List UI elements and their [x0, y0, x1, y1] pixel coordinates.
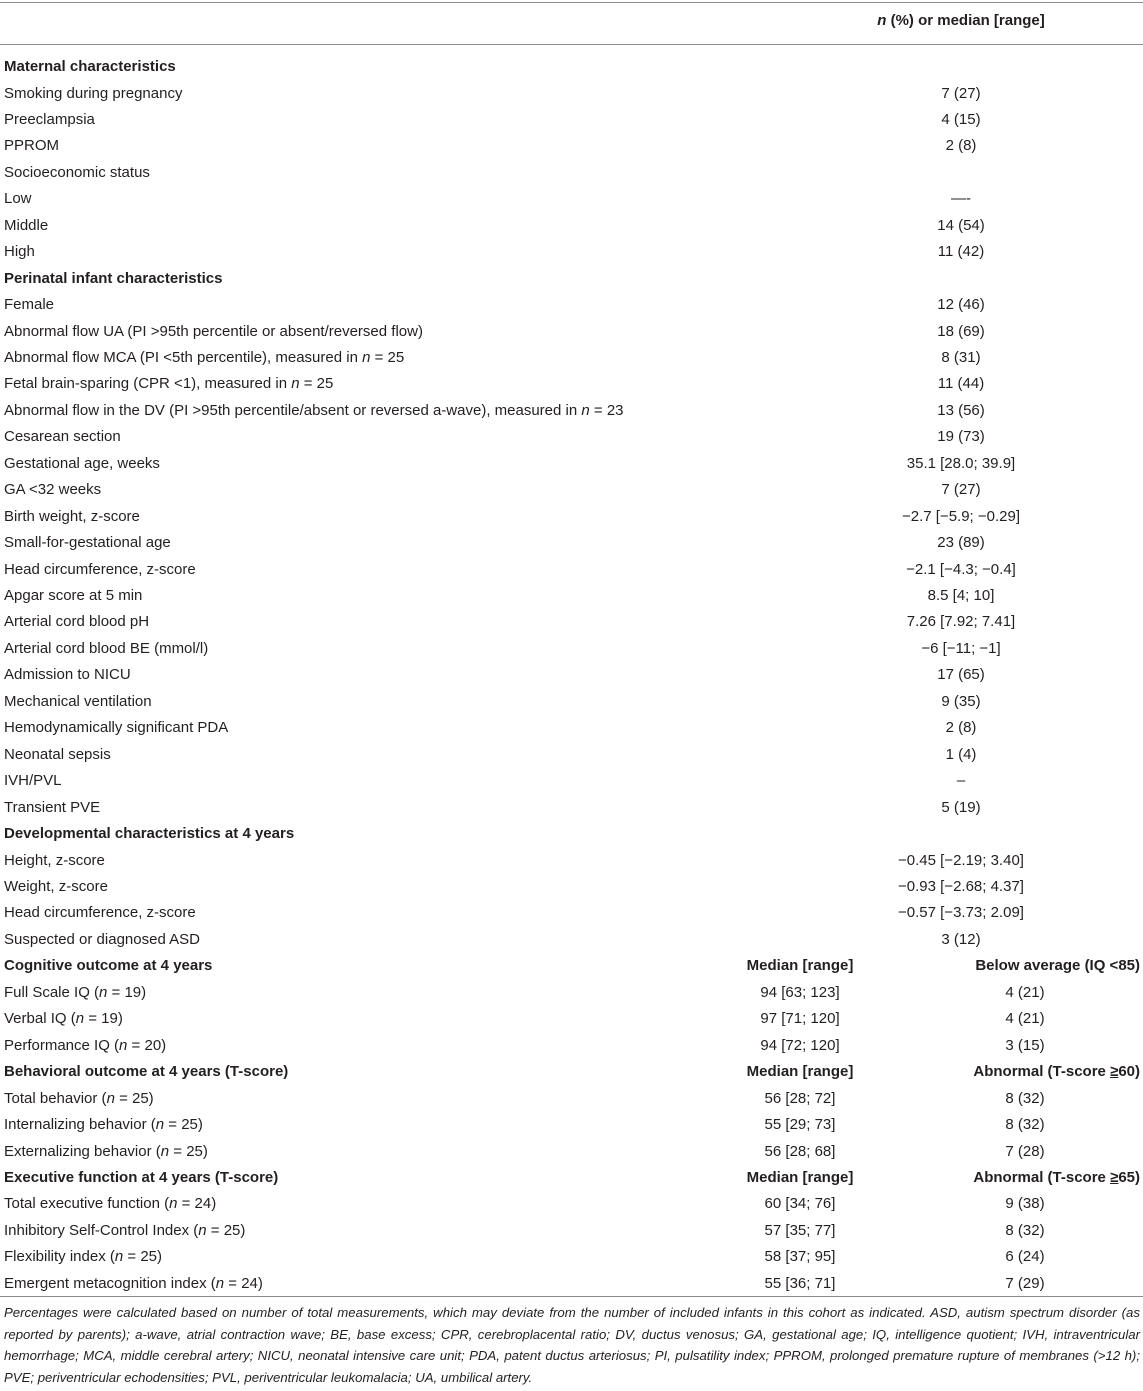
row-value: 9 (35) [941, 692, 981, 710]
row-value: −2.1 [−4.3; −0.4] [906, 560, 1016, 578]
label-text: Externalizing behavior ( [4, 1142, 161, 1160]
label-text: Internalizing behavior ( [4, 1116, 156, 1133]
row-median: 55 [36; 71] [764, 1274, 836, 1292]
table-row [0, 583, 1143, 609]
label-text: = 25) [123, 1248, 162, 1266]
row-value: 11 (42) [937, 243, 985, 261]
row-label: Low [4, 190, 32, 208]
row-value: 14 (54) [937, 216, 985, 234]
row-value: 2 (8) [945, 137, 977, 155]
row-value: 8 (31) [941, 348, 981, 366]
row-label: High [4, 243, 35, 261]
row-value: −6 [−11; −1] [921, 639, 1001, 657]
row-label: Head circumference, z-score [4, 904, 196, 922]
label-text: = 20) [127, 1036, 167, 1054]
row-label: Arterial cord blood pH [4, 613, 150, 631]
table-row [0, 927, 1143, 953]
row-label: Birth weight, z-score [4, 507, 140, 525]
label-text: Inhibitory Self-Control Index ( [4, 1221, 199, 1239]
table-row [0, 795, 1143, 821]
section-title: Executive function at 4 years (T-score) [4, 1168, 279, 1186]
row-value: −2.7 [−5.9; −0.29] [901, 507, 1020, 525]
row-value: −0.57 [−3.73; 2.09] [898, 904, 1024, 922]
table-row [0, 1191, 1143, 1217]
table-row [0, 1271, 1143, 1297]
row-label: IVH/PVL [4, 772, 62, 790]
row-value: 11 (44) [937, 375, 985, 393]
row-value: 7.26 [7.92; 7.41] [906, 613, 1016, 631]
row-median: 94 [63; 123] [760, 983, 840, 1001]
label-text: Performance IQ ( [4, 1036, 120, 1054]
table-row [0, 557, 1143, 583]
row-value: 35.1 [28.0; 39.9] [906, 454, 1016, 472]
table-row [0, 636, 1143, 662]
label-n: n [169, 1195, 178, 1213]
column-header-median: Median [range] [746, 957, 854, 975]
row-outcome: 6 (24) [1005, 1248, 1045, 1266]
row-label: Admission to NICU [4, 666, 131, 684]
table-row [0, 1086, 1143, 1112]
table-row [0, 848, 1143, 874]
label-n: n [155, 1116, 165, 1133]
row-value: 2 (8) [945, 719, 977, 737]
row-outcome: 3 (15) [1005, 1036, 1045, 1054]
label-text: Abnormal flow MCA (PI <5th percentile), measured in [4, 348, 363, 366]
row-value: —- [951, 190, 971, 208]
section-title: Maternal characteristics [4, 58, 176, 75]
label-text: = 24) [177, 1195, 217, 1213]
row-label: Neonatal sepsis [4, 745, 111, 763]
row-label [4, 345, 404, 371]
table-row [0, 213, 1143, 239]
table-row [0, 239, 1143, 265]
row-value: 3 (12) [941, 930, 981, 948]
row-label: Transient PVE [4, 798, 101, 816]
row-value: 18 (69) [937, 322, 985, 340]
row-value: 4 (15) [941, 110, 981, 128]
row-label: Middle [4, 216, 49, 234]
label-n: n [581, 401, 590, 419]
row-label: GA <32 weeks [4, 481, 102, 499]
row-outcome: 8 (32) [1005, 1116, 1045, 1133]
column-header-median: Median [range] [746, 1063, 854, 1081]
row-value: 13 (56) [937, 401, 985, 419]
table-row [0, 133, 1143, 159]
row-label [4, 1086, 154, 1112]
row-outcome: 4 (21) [1005, 983, 1045, 1001]
row-label: Abnormal flow UA (PI >95th percentile or absent/reversed flow) [4, 322, 423, 340]
label-n: n [106, 1089, 115, 1107]
row-value: −0.93 [−2.68; 4.37] [898, 877, 1024, 895]
row-label: Hemodynamically significant PDA [4, 719, 229, 737]
row-label: Female [4, 296, 55, 313]
header-text: 65) [1118, 1168, 1140, 1186]
table-row [0, 874, 1143, 900]
row-label [4, 1139, 208, 1165]
table-row [0, 1006, 1143, 1032]
label-text: = 25) [206, 1221, 246, 1239]
table-row [0, 689, 1143, 715]
label-n: n [160, 1142, 170, 1160]
column-header-median: Median [range] [746, 1168, 854, 1186]
table-bottom-rule [0, 1296, 1143, 1297]
table-row [0, 371, 1143, 397]
table-row [0, 1112, 1143, 1138]
row-label [4, 1006, 123, 1032]
table-row [0, 81, 1143, 107]
table-row [0, 1033, 1143, 1059]
row-value: 1 (4) [945, 745, 977, 763]
header-text: 60) [1118, 1063, 1140, 1081]
label-n: n [119, 1036, 128, 1054]
column-header: n (%) or median [range] [877, 12, 1045, 29]
row-label [4, 1033, 166, 1059]
table-row [0, 1139, 1143, 1165]
section-header-developmental [0, 821, 1143, 847]
row-label [4, 1112, 203, 1138]
row-label: Arterial cord blood BE (mmol/l) [4, 639, 209, 657]
label-n: n [114, 1248, 124, 1266]
table-header-rule [0, 44, 1143, 45]
table-row [0, 609, 1143, 635]
section-header-maternal [0, 54, 1143, 80]
label-text: Total behavior ( [4, 1089, 107, 1107]
label-text: = 25) [169, 1142, 208, 1160]
table-row [0, 424, 1143, 450]
row-median: 58 [37; 95] [764, 1248, 836, 1266]
row-label: Apgar score at 5 min [4, 587, 143, 604]
row-outcome: 7 (29) [1005, 1274, 1045, 1292]
row-label: Cesarean section [4, 428, 121, 446]
row-label: Weight, z-score [4, 877, 108, 895]
table-footnote: Percentages were calculated based on number of total measurements, which may deviate from the number of included infants in this cohort as indicated. ASD, autism spectrum disorder (as reported by parents); a-wave, atrial contraction wave; BE, base excess; CPR, cerebroplacental ratio; DV, ductus venosus; GA, gestational age; IQ, intelligence quotient; IVH, intraventricular hemorrhage; MCA, middle cerebral artery; NICU, neonatal intensive care unit; PDA, patent ductus arteriosus; PI, pulsatility index; PPROM, prolonged premature rupture of membranes (>12 h); PVE; periventricular echodensities; PVL, periventricular leukomalacia; UA, umbilical artery. [4, 1305, 1140, 1385]
table-row [0, 345, 1143, 371]
table-row [0, 451, 1143, 477]
row-median: 97 [71; 120] [760, 1010, 840, 1028]
row-outcome: 8 (32) [1005, 1221, 1045, 1239]
label-text: = 24) [224, 1274, 263, 1292]
header-text: Abnormal (T-score [973, 1168, 1111, 1186]
label-text: Fetal brain-sparing (CPR <1), measured in [4, 375, 292, 393]
label-text: Verbal IQ ( [4, 1010, 76, 1028]
row-outcome: 8 (32) [1005, 1089, 1045, 1107]
row-value: – [956, 772, 966, 790]
row-value: 23 (89) [937, 534, 985, 552]
table-row [0, 398, 1143, 424]
table-row [0, 980, 1143, 1006]
table-row [0, 742, 1143, 768]
row-value: 7 (27) [941, 84, 981, 102]
label-text: = 19) [107, 983, 147, 1001]
table-row [0, 900, 1143, 926]
row-label: Socioeconomic status [4, 163, 150, 181]
row-label: Small-for-gestational age [4, 534, 171, 552]
label-text: = 25 [370, 348, 405, 366]
row-label [4, 1218, 245, 1244]
header-symbol: ≥ [1110, 1063, 1119, 1081]
table-row [0, 477, 1143, 503]
column-header-outcome [973, 1165, 1140, 1191]
label-text: = 23 [589, 401, 624, 419]
header-text: Abnormal (T-score [973, 1063, 1111, 1081]
label-n: n [362, 348, 371, 366]
table-row [0, 504, 1143, 530]
row-outcome: 4 (21) [1005, 1010, 1045, 1028]
table-top-rule [0, 2, 1143, 3]
row-outcome: 7 (28) [1005, 1142, 1045, 1160]
row-label: Smoking during pregnancy [4, 84, 183, 102]
label-text: Abnormal flow in the DV (PI >95th percentile/absent or reversed a-wave), measured in [4, 401, 582, 419]
table-row [0, 530, 1143, 556]
table-row [0, 715, 1143, 741]
row-label: Head circumference, z-score [4, 560, 196, 578]
label-n: n [75, 1010, 85, 1028]
row-value: −0.45 [−2.19; 3.40] [898, 851, 1024, 869]
table-row [0, 107, 1143, 133]
section-title: Behavioral outcome at 4 years (T-score) [4, 1063, 289, 1081]
label-text: = 19) [84, 1010, 123, 1028]
column-header-outcome: Below average (IQ <85) [975, 957, 1140, 975]
row-label: Height, z-score [4, 851, 105, 869]
section-title: Cognitive outcome at 4 years [4, 957, 213, 975]
label-n: n [215, 1274, 225, 1292]
row-label: Mechanical ventilation [4, 692, 152, 710]
row-label [4, 371, 333, 397]
row-label [4, 1191, 216, 1217]
row-value: 17 (65) [937, 666, 985, 684]
label-n: n [291, 375, 300, 393]
label-text: = 25) [114, 1089, 154, 1107]
row-median: 55 [29; 73] [764, 1116, 836, 1133]
row-value: 12 (46) [937, 296, 985, 313]
row-label [4, 1244, 162, 1270]
section-header-perinatal [0, 266, 1143, 292]
row-value: 8.5 [4; 10] [927, 587, 995, 604]
section-title: Developmental characteristics at 4 years [4, 825, 295, 842]
table-row [0, 768, 1143, 794]
row-value: 19 (73) [937, 428, 985, 446]
section-header-executive [0, 1165, 1143, 1191]
label-text: Full Scale IQ ( [4, 983, 100, 1001]
label-text: Flexibility index ( [4, 1248, 115, 1266]
row-label: PPROM [4, 137, 60, 155]
row-label: Preeclampsia [4, 110, 95, 128]
row-value: 5 (19) [941, 798, 981, 816]
row-median: 60 [34; 76] [764, 1195, 836, 1213]
label-text: = 25) [164, 1116, 203, 1133]
table-row [0, 319, 1143, 345]
table-row [0, 662, 1143, 688]
label-n: n [99, 983, 108, 1001]
row-median: 56 [28; 72] [764, 1089, 836, 1107]
row-median: 94 [72; 120] [760, 1036, 840, 1054]
table-row [0, 1244, 1143, 1270]
table-row [0, 1218, 1143, 1244]
row-label: Gestational age, weeks [4, 454, 160, 472]
section-title: Perinatal infant characteristics [4, 269, 223, 287]
table-row [0, 186, 1143, 212]
table-header-row [0, 8, 1143, 34]
section-header-behavioral [0, 1059, 1143, 1085]
row-median: 57 [35; 77] [764, 1221, 836, 1239]
row-label [4, 1271, 263, 1297]
section-header-cognitive [0, 953, 1143, 979]
table-row [0, 160, 1143, 186]
label-text: Emergent metacognition index ( [4, 1274, 216, 1292]
row-label [4, 398, 624, 424]
label-text: Total executive function ( [4, 1195, 170, 1213]
label-n: n [198, 1221, 207, 1239]
label-text: = 25 [299, 375, 334, 393]
table-row [0, 292, 1143, 318]
header-symbol: ≥ [1110, 1168, 1119, 1186]
row-label: Suspected or diagnosed ASD [4, 930, 200, 948]
row-value: 7 (27) [941, 481, 981, 499]
row-outcome: 9 (38) [1005, 1195, 1045, 1213]
column-header-outcome [973, 1059, 1140, 1085]
row-label [4, 980, 146, 1006]
row-median: 56 [28; 68] [764, 1142, 836, 1160]
